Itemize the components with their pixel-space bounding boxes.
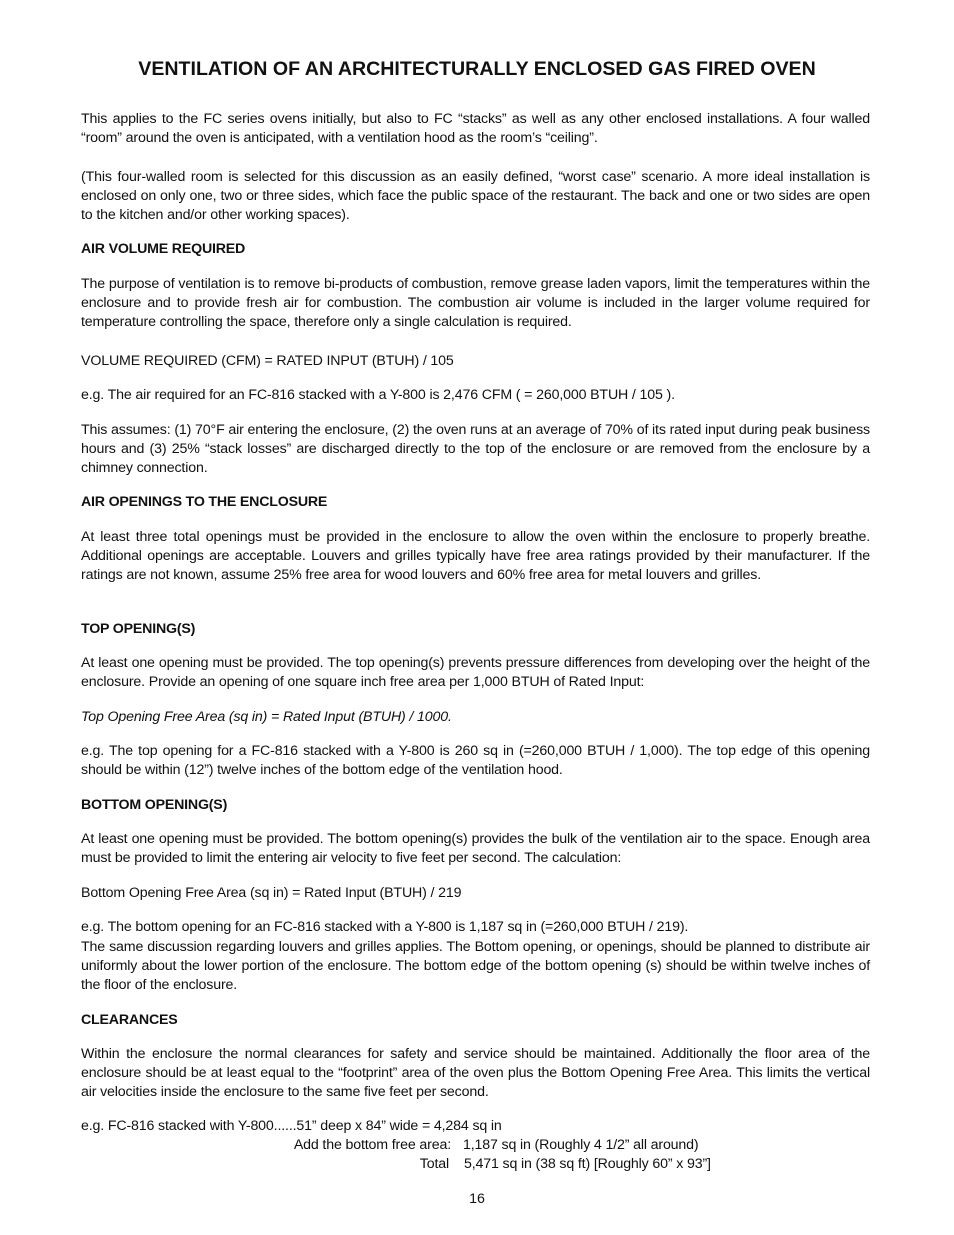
clearances-calc-label-2: Add the bottom free area:	[293, 1137, 451, 1153]
bottom-opening-example: e.g. The bottom opening for an FC-816 stacked with a Y-800 is 1,187 sq in (=260,000 BTUH / 219).	[81, 919, 689, 935]
page-number: 16	[469, 1191, 485, 1207]
air-volume-formula: VOLUME REQUIRED (CFM) = RATED INPUT (BTUH) / 105	[81, 353, 454, 369]
intro-paragraph-2: (This four-walled room is selected for this discussion as an easily defined, “worst case” scenario. A more ideal installation is enclosed on only one, two or three sides, which face the public space of the restaurant. The back and one or two sides are open to the kitchen and/or other working spaces).	[81, 169, 870, 224]
air-openings-paragraph: At least three total openings must be provided in the enclosure to allow the oven within the enclosure to properly breathe. Additional openings are acceptable. Louvers and grilles typically have free area ratings provided by their manufacturer. If the ratings are not known, assume 25% free area for wood louvers and 60% free area for metal louvers and grilles.	[81, 529, 870, 584]
bottom-opening-paragraph-2: The same discussion regarding louvers and grilles applies. The Bottom opening, or openings, should be planned to distribute air uniformly about the lower portion of the enclosure. The bottom edge of the bottom opening (s) should be within twelve inches of the floor of the enclosure.	[81, 939, 870, 994]
air-volume-example: e.g. The air required for an FC-816 stacked with a Y-800 is 2,476 CFM ( = 260,000 BTUH / 105 ).	[81, 387, 675, 403]
air-volume-paragraph: The purpose of ventilation is to remove bi-products of combustion, remove grease laden vapors, limit the temperatures within the enclosure and to provide fresh air for combustion. The combustion air volume is included in the larger volume required for temperature controlling the space, therefore only a single calculation is required.	[81, 276, 870, 331]
top-opening-paragraph: At least one opening must be provided. The top opening(s) prevents pressure differences from developing over the height of the enclosure. Provide an opening of one square inch free area per 1,000 BTUH of Rated Input:	[81, 655, 870, 691]
intro-paragraph-1: This applies to the FC series ovens initially, but also to FC “stacks” as well as any other enclosed installations. A four walled “room” around the oven is anticipated, with a ventilation hood as the room’s “ceiling”.	[81, 111, 870, 147]
bottom-opening-formula: Bottom Opening Free Area (sq in) = Rated Input (BTUH) / 219	[81, 885, 462, 901]
clearances-calc-value-2: 1,187 sq in (Roughly 4 1/2” all around)	[463, 1137, 699, 1153]
heading-air-openings: AIR OPENINGS TO THE ENCLOSURE	[81, 494, 328, 510]
bottom-opening-paragraph: At least one opening must be provided. The bottom opening(s) provides the bulk of the ventilation air to the space. Enough area must be provided to limit the entering air velocity to five feet per second. The calculation:	[81, 831, 870, 867]
heading-top-opening: TOP OPENING(S)	[81, 621, 196, 637]
heading-air-volume: AIR VOLUME REQUIRED	[81, 241, 246, 257]
page-title: VENTILATION OF AN ARCHITECTURALLY ENCLOSED GAS FIRED OVEN	[138, 58, 816, 80]
heading-clearances: CLEARANCES	[81, 1012, 178, 1028]
clearances-paragraph: Within the enclosure the normal clearances for safety and service should be maintained. Additionally the floor area of the enclosure should be at least equal to the “footprint” area of the oven plus the Bottom Opening Free Area. This limits the vertical air velocities inside the enclosure to the same five feet per second.	[81, 1046, 870, 1101]
heading-bottom-opening: BOTTOM OPENING(S)	[81, 797, 228, 813]
top-opening-example: e.g. The top opening for a FC-816 stacked with a Y-800 is 260 sq in (=260,000 BTUH / 1,000). The top edge of this opening should be within (12”) twelve inches of the bottom edge of the ventilation hood.	[81, 743, 870, 779]
clearances-calc-value-3: 5,471 sq in (38 sq ft) [Roughly 60” x 93”]	[464, 1156, 711, 1172]
clearances-calc-label-3: Total	[419, 1156, 449, 1172]
air-volume-assumptions: This assumes: (1) 70°F air entering the enclosure, (2) the oven runs at an average of 70% of its rated input during peak business hours and (3) 25% “stack losses” are discharged directly to the top of the enclosure or are removed from the enclosure by a chimney connection.	[81, 422, 870, 477]
top-opening-formula: Top Opening Free Area (sq in) = Rated Input (BTUH) / 1000.	[81, 709, 452, 725]
clearances-calc-line-1: e.g. FC-816 stacked with Y-800......51” deep x 84” wide = 4,284 sq in	[81, 1118, 502, 1134]
